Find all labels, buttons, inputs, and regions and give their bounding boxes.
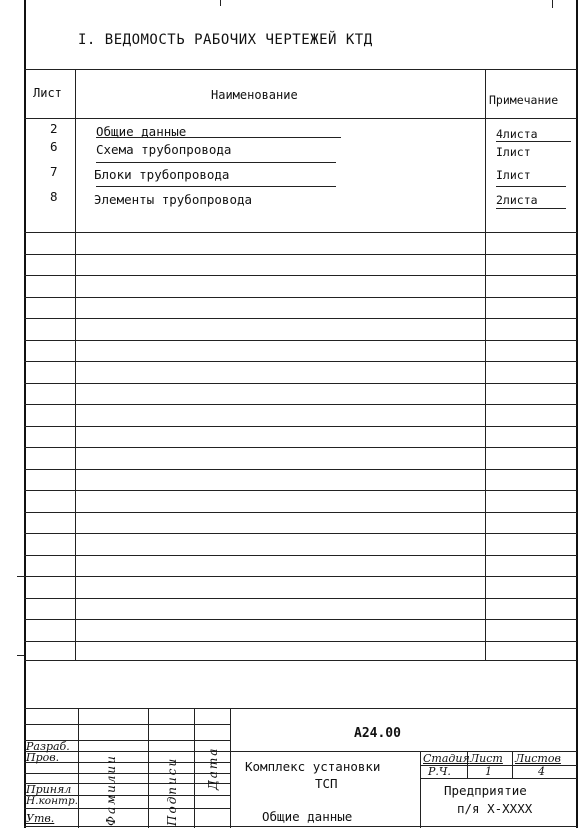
row-1-name: Общие данные (96, 124, 187, 139)
stamp-stage-col-2 (512, 751, 513, 778)
table-top-border (24, 69, 577, 70)
row-1-note: 4листа (496, 127, 538, 141)
frame-top-mark (220, 0, 221, 6)
stamp-col-2 (148, 708, 149, 828)
stamp-row-line (24, 724, 230, 725)
table-rule-line (24, 340, 577, 341)
stamp-stage-row-bottom (420, 778, 577, 779)
row-3-name: Блоки трубопровода (94, 167, 230, 182)
stamp-stage-value: Р.Ч. (428, 765, 451, 778)
stamp-org-2: п/я Х-XXXX (457, 801, 533, 816)
role-checker: Пров. (26, 751, 60, 764)
stamp-project: Комплекс установки (245, 759, 381, 774)
row-4-sheet: 8 (50, 189, 58, 204)
row-4-name: Элементы трубопровода (94, 192, 253, 207)
stamp-col-3 (194, 708, 195, 828)
stamp-row-line (24, 773, 230, 774)
table-rule-line (24, 469, 577, 470)
stamp-sheet-label: Лист (470, 752, 503, 765)
stamp-doc-title: Общие данные (262, 809, 353, 824)
stamp-sheets-value: 4 (538, 765, 545, 778)
table-rule-line (24, 297, 577, 298)
table-rule-line (24, 447, 577, 448)
stamp-row-line (24, 808, 230, 809)
stamp-sheet-value: 1 (485, 765, 492, 778)
table-rule-line (24, 361, 577, 362)
row-underline (96, 186, 336, 187)
stamp-col-4 (230, 708, 231, 828)
table-rule-line (24, 404, 577, 405)
header-name: Наименование (211, 88, 298, 102)
stamp-sheets-label: Листов (515, 752, 561, 765)
row-2-note: Iлист (496, 145, 531, 159)
header-bottom-border (24, 118, 577, 119)
row-3-sheet: 7 (50, 164, 58, 179)
row-underline (496, 186, 566, 187)
table-rule-line (24, 275, 577, 276)
table-rule-line (24, 555, 577, 556)
col-surname-label: Фамилии (104, 754, 118, 826)
table-rule-line (24, 576, 577, 577)
stamp-stage-label: Стадия (423, 752, 470, 765)
table-rule-line (24, 318, 577, 319)
row-4-note: 2листа (496, 193, 538, 207)
header-sheet: Лист (33, 86, 62, 100)
header-note: Примечание (489, 93, 559, 107)
margin-tick-1 (17, 576, 24, 577)
frame-bottom-border (24, 826, 577, 827)
frame-top-mark-2 (552, 0, 553, 8)
stamp-title-divider (420, 751, 421, 828)
stamp-code: A24.00 (354, 726, 401, 741)
table-rule-line (24, 512, 577, 513)
role-developer: Разраб. (26, 740, 70, 753)
table-rule-line (24, 254, 577, 255)
document-title: I. ВЕДОМОСТЬ РАБОЧИХ ЧЕРТЕЖЕЙ КТД (78, 32, 373, 48)
table-rule-line (24, 641, 577, 642)
margin-tick-2 (17, 655, 24, 656)
table-rule-line (24, 598, 577, 599)
table-rule-line (24, 490, 577, 491)
table-rule-line (24, 426, 577, 427)
row-underline (496, 208, 566, 209)
col-signature-label: Подписи (165, 756, 179, 826)
frame-right-border (576, 0, 578, 828)
table-bottom-border (24, 660, 577, 661)
row-1-sheet: 2 (50, 121, 58, 136)
role-approved: Утв. (26, 812, 55, 825)
row-underline (496, 141, 571, 142)
stamp-org-1: Предприятие (444, 783, 527, 798)
row-3-note: Iлист (496, 168, 531, 182)
col-divider-sheet (75, 69, 76, 660)
table-rule-line (24, 232, 577, 233)
frame-left-border (24, 0, 26, 828)
col-date-label: Дата (206, 746, 220, 790)
role-accepted: Принял (26, 783, 72, 796)
table-rule-line (24, 533, 577, 534)
row-2-sheet: 6 (50, 139, 58, 154)
table-rule-line (24, 619, 577, 620)
col-divider-note (485, 69, 486, 660)
stamp-top-border (24, 708, 577, 709)
row-underline (96, 137, 341, 138)
role-norm-control: Н.контр. (26, 795, 79, 807)
row-underline (96, 162, 336, 163)
stamp-col-1 (78, 708, 79, 828)
table-rule-line (24, 383, 577, 384)
row-2-name: Схема трубопровода (96, 142, 232, 157)
stamp-project-2: ТСП (315, 776, 338, 791)
